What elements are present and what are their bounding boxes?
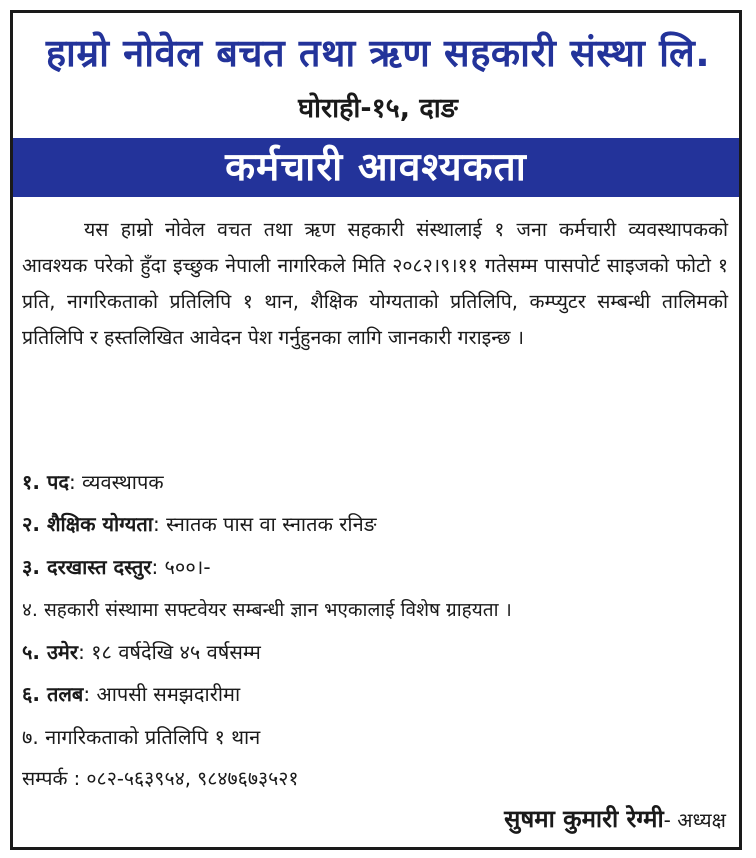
requirement-label: २. शैक्षिक योग्यता (22, 512, 153, 536)
requirement-value: ७. नागरिकताको प्रतिलिपि १ थान (22, 725, 261, 749)
organization-address: घोराही-१५, दाङ (298, 93, 458, 124)
signature-block (504, 802, 726, 835)
requirement-value: : व्यवस्थापक (68, 470, 164, 494)
signatory-name: सुषमा कुमारी रेग्मी (504, 805, 664, 833)
requirement-value: : स्नातक पास वा स्नातक रनिङ (152, 512, 377, 536)
requirement-application-fee (22, 553, 734, 580)
requirement-label: ५. उमेर (22, 640, 79, 664)
notice-title-banner: कर्मचारी आवश्यकता (13, 138, 739, 197)
notice-intro-paragraph: यस हाम्रो नोवेल वचत तथा ऋण सहकारी संस्थालाई १ जना कर्मचारी व्यवस्थापकको आवश्यक परेको हुँदा इच्छुक नेपाली नागरिकले मिति २०८२।९।११ गतेसम्म पासपोर्ट साइजको फोटो १ प्रति, नागरिकताको प्रतिलिपि १ थान, शैक्षिक योग्यताको प्रतिलिपि, कम्प्युटर सम्बन्धी तालिमको प्रतिलिपि र हस्तलिखित आवेदन पेश गर्नुहुनका लागि जानकारी गराइन्छ । (22, 218, 728, 349)
requirement-value: ४. सहकारी संस्थामा सफ्टवेयर सम्बन्धी ज्ञान भएकालाई विशेष ग्राहयता । (22, 599, 512, 621)
requirement-value: : ५००।- (151, 555, 211, 579)
requirement-post (22, 468, 734, 495)
requirement-salary (22, 680, 734, 707)
requirement-citizenship-copy (22, 723, 734, 750)
requirement-value: : आपसी समझदारीमा (83, 682, 241, 706)
signatory-role: - अध्यक्ष (663, 808, 726, 832)
organization-name: हाम्रो नोवेल बचत तथा ऋण सहकारी संस्था लि. (45, 31, 711, 75)
requirement-label: ३. दरखास्त दस्तुर (22, 555, 152, 579)
requirement-label: १. पद (22, 470, 69, 494)
requirement-label: ६. तलब (22, 682, 84, 706)
requirement-qualification (22, 510, 734, 537)
requirement-age (22, 638, 734, 665)
contact-info: सम्पर्क : ०८२-५६३९५४, ९८४७६७३५२१ (22, 767, 299, 790)
requirement-software-knowledge (22, 596, 734, 622)
requirement-value: : १८ वर्षदेखि ४५ वर्षसम्म (78, 640, 261, 664)
